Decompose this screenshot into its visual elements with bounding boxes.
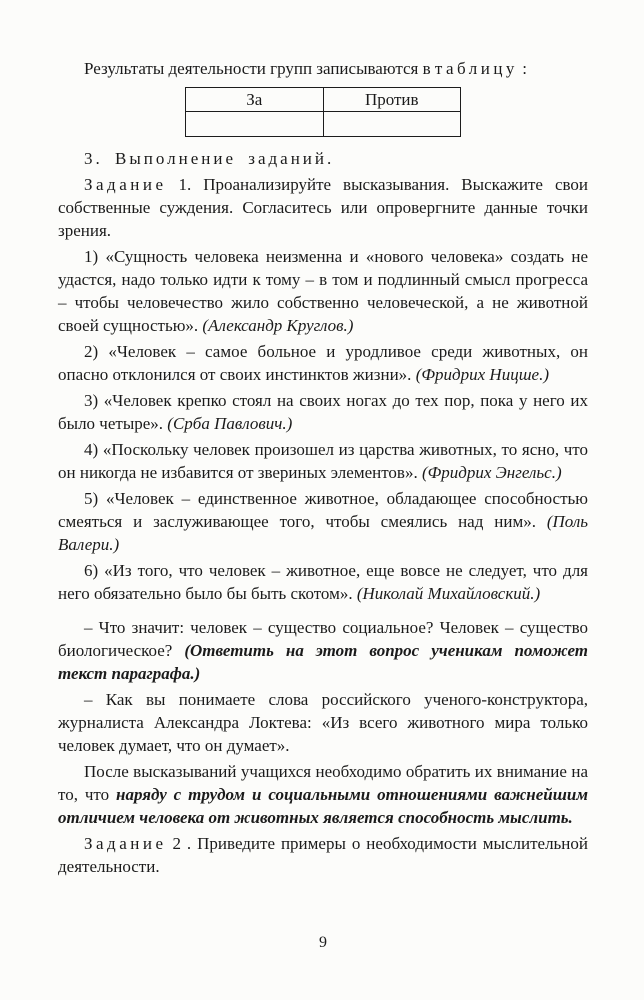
intro-paragraph <box>58 57 588 80</box>
table-cell-protiv <box>323 112 461 137</box>
quote-item-1 <box>58 245 588 337</box>
question-1-text: – Что значит: человек – существо социальное? Человек – существо биологическое? <box>58 618 588 660</box>
task-1-paragraph <box>58 173 588 242</box>
quote-4-number: 4) <box>84 440 103 459</box>
table-header-za: За <box>186 88 324 112</box>
intro-text: Результаты деятельности групп записываются в <box>84 59 435 78</box>
quote-item-5 <box>58 487 588 556</box>
quote-item-3 <box>58 389 588 435</box>
table-header-row <box>186 88 461 112</box>
intro-spaced-word: таблицу <box>434 59 518 78</box>
quote-1-text: «Сущность человека неизменна и «нового человека» создать не удастся, надо только идти к тому – в том и подлинный смысл прогресса – чтобы человечество жило собственно человеческой, а не животной своей сущностью». <box>58 247 588 335</box>
quote-2-text: «Человек – самое больное и уродливое среди животных, он опасно отклонился от своих инстинктов жизни». <box>58 342 588 384</box>
conclusion-paragraph <box>58 760 588 829</box>
quote-1-number: 1) <box>84 247 106 266</box>
page-content <box>58 57 588 881</box>
table-header-protiv: Против <box>323 88 461 112</box>
quote-3-source: (Срба Павлович.) <box>167 414 293 433</box>
quote-5-text: «Человек – единственное животное, обладающее способностью смеяться и заслуживающее того, чтобы смеялись над ним». <box>58 489 588 531</box>
quote-2-number: 2) <box>84 342 109 361</box>
quote-4-source: (Фридрих Энгельс.) <box>421 463 562 482</box>
quote-item-6 <box>58 559 588 605</box>
task-2-label: Задание <box>84 834 167 853</box>
task-1-text: Проанализируйте высказывания. Выскажите свои собственные суждения. Согласитесь или опровергните данные точки зрения. <box>58 175 589 240</box>
question-1-note: (Ответить на этот вопрос ученикам поможет текст параграфа.) <box>58 641 589 683</box>
question-2-paragraph <box>58 688 588 757</box>
quote-5-number: 5) <box>84 489 106 508</box>
quote-1-source: (Александр Круглов.) <box>202 316 354 335</box>
conclusion-emphasis: наряду с трудом и социальными отношениями важнейшим отличием человека от животных является способность мыслить. <box>58 785 588 827</box>
quote-item-2 <box>58 340 588 386</box>
task-2-number: 2 . <box>166 834 192 853</box>
table-empty-row <box>186 112 461 137</box>
quote-5-source: (Поль Валери.) <box>58 512 588 554</box>
quote-6-text: «Из того, что человек – животное, еще вовсе не следует, что для него обязательно было бы быть скотом». <box>58 561 588 603</box>
quote-4-text: «Поскольку человек произошел из царства животных, то ясно, что он никогда не избавится от звериных элементов». <box>58 440 589 482</box>
question-1-paragraph <box>58 616 588 685</box>
results-table <box>185 87 461 137</box>
quote-2-source: (Фридрих Ницше.) <box>415 365 549 384</box>
quote-3-text: «Человек крепко стоял на своих ногах до тех пор, пока у него их было четыре». <box>58 391 588 433</box>
conclusion-text: После высказываний учащихся необходимо обратить их внимание на то, что <box>58 762 588 804</box>
quote-item-4 <box>58 438 588 484</box>
quote-6-source: (Николай Михайловский.) <box>356 584 541 603</box>
question-2-text: – Как вы понимаете слова российского ученого-конструктора, журналиста Александра Локтева: «Из всего животного мира только человек думает, что он думает». <box>58 690 588 755</box>
page-number: 9 <box>319 934 327 951</box>
section-heading: 3. Выполнение заданий. <box>84 149 335 168</box>
task-2-text: Приведите примеры о необходимости мыслительной деятельности. <box>58 834 588 876</box>
task-1-number: 1. <box>166 175 192 194</box>
quote-6-number: 6) <box>84 561 105 580</box>
intro-colon: : <box>517 59 527 78</box>
table-cell-za <box>186 112 324 137</box>
task-2-paragraph <box>58 832 588 878</box>
quote-3-number: 3) <box>84 391 104 410</box>
task-1-label: Задание <box>84 175 167 194</box>
